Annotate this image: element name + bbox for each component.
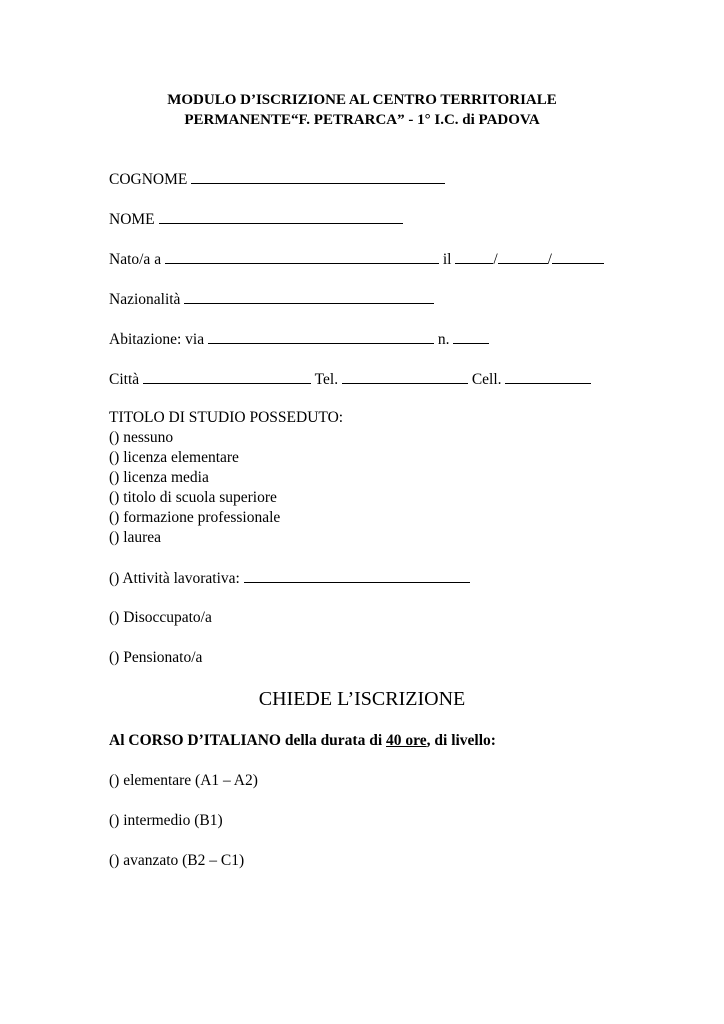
nazionalita-row — [109, 289, 434, 310]
titolo-option-formazione-professionale[interactable]: () formazione professionale — [109, 509, 281, 526]
nome-field[interactable] — [159, 209, 403, 224]
titolo-option-scuola-superiore[interactable]: () titolo di scuola superiore — [109, 489, 277, 506]
tel-label: Tel. — [314, 371, 339, 388]
disoccupato-option[interactable]: () Disoccupato/a — [109, 609, 212, 626]
chiede-iscrizione-heading: CHIEDE L’ISCRIZIONE — [258, 688, 466, 710]
titolo-option-licenza-media[interactable]: () licenza media — [109, 469, 209, 486]
livello-option-intermedio[interactable]: () intermedio (B1) — [109, 812, 223, 829]
abitazione-label: Abitazione: via — [109, 331, 205, 348]
citta-field[interactable] — [143, 369, 311, 384]
date-separator-2: / — [547, 251, 552, 268]
titolo-studio-heading: TITOLO DI STUDIO POSSEDUTO: — [109, 409, 344, 426]
cognome-label: COGNOME — [109, 171, 188, 188]
date-separator-1: / — [493, 251, 498, 268]
nato-label: Nato/a a — [109, 251, 162, 268]
nome-label: NOME — [109, 211, 155, 228]
il-label: il — [442, 251, 452, 268]
tel-field[interactable] — [342, 369, 468, 384]
nascita-row — [109, 249, 604, 270]
titolo-option-licenza-elementare[interactable]: () licenza elementare — [109, 449, 239, 466]
titolo-option-laurea[interactable]: () laurea — [109, 529, 162, 546]
cell-label: Cell. — [471, 371, 502, 388]
nazionalita-field[interactable] — [184, 289, 434, 304]
contatti-row — [109, 369, 591, 390]
anno-field[interactable] — [552, 249, 604, 264]
nome-row — [109, 209, 403, 230]
titolo-option-nessuno[interactable]: () nessuno — [109, 429, 174, 446]
form-title-line2: PERMANENTE“F. PETRARCA” - 1° I.C. di PADOVA — [184, 112, 540, 128]
nazionalita-label: Nazionalità — [109, 291, 181, 308]
giorno-field[interactable] — [455, 249, 493, 264]
attivita-label[interactable]: () Attività lavorativa: — [109, 570, 240, 587]
pensionato-option[interactable]: () Pensionato/a — [109, 649, 203, 666]
corso-hours: 40 ore — [386, 732, 427, 749]
numero-civico-field[interactable] — [453, 329, 489, 344]
via-field[interactable] — [208, 329, 434, 344]
livello-option-avanzato[interactable]: () avanzato (B2 – C1) — [109, 852, 245, 869]
corso-text-part1: Al CORSO D’ITALIANO della durata di — [109, 732, 387, 749]
corso-text-part2: , di livello: — [426, 732, 496, 749]
livello-option-elementare[interactable]: () elementare (A1 – A2) — [109, 772, 258, 789]
cognome-row — [109, 169, 445, 190]
citta-label: Città — [109, 371, 140, 388]
mese-field[interactable] — [498, 249, 548, 264]
abitazione-row — [109, 329, 489, 350]
attivita-row — [109, 568, 470, 589]
luogo-nascita-field[interactable] — [165, 249, 439, 264]
corso-description — [109, 731, 496, 751]
cell-field[interactable] — [505, 369, 591, 384]
cognome-field[interactable] — [191, 169, 445, 184]
numero-label: n. — [437, 331, 450, 348]
form-title-line1: MODULO D’ISCRIZIONE AL CENTRO TERRITORIALE — [167, 92, 557, 108]
attivita-field[interactable] — [244, 568, 470, 583]
